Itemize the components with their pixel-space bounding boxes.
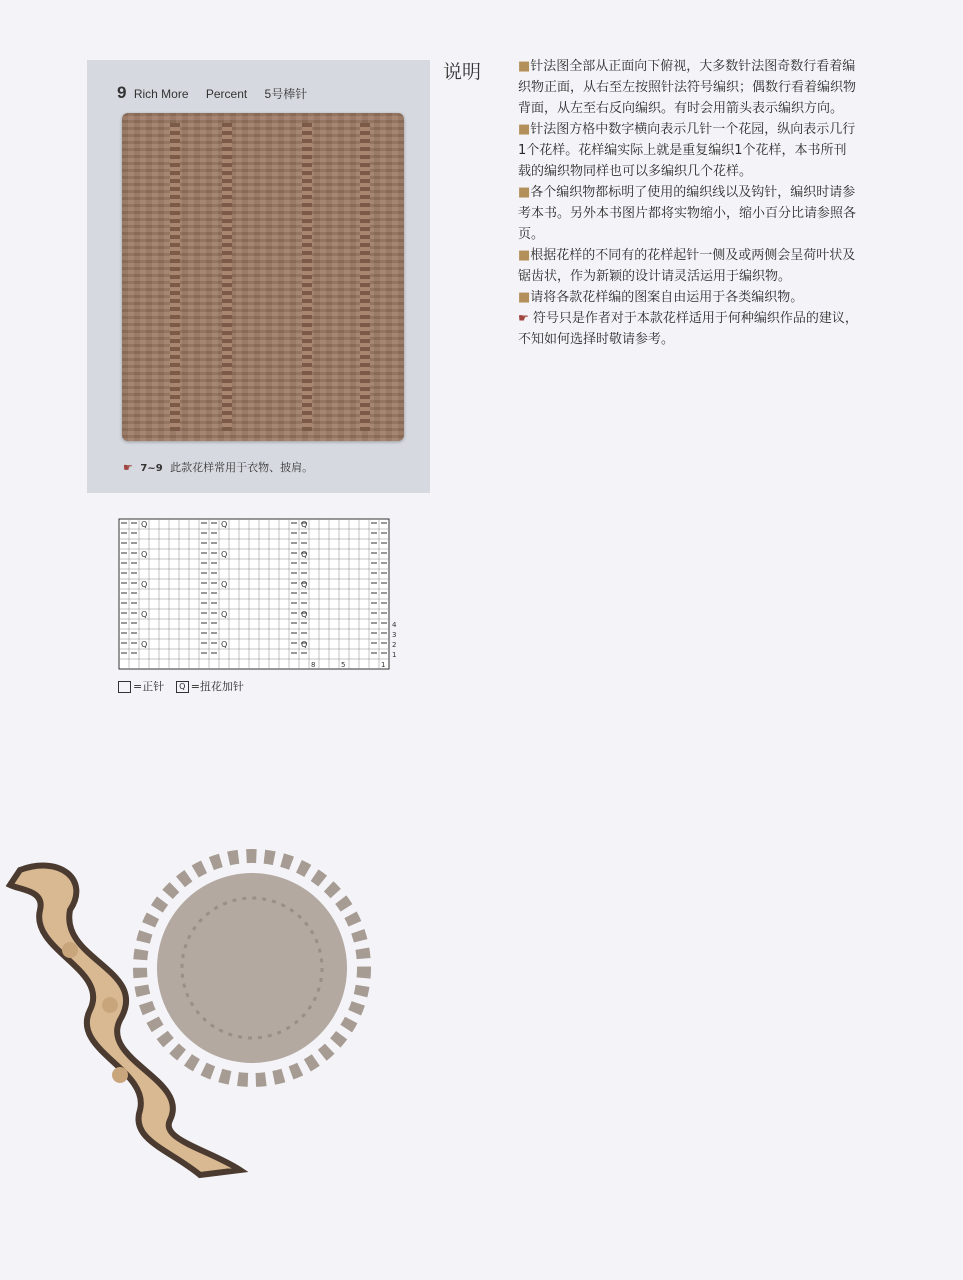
twist-symbol: Q [141,610,148,619]
knitted-swatch-image [122,113,404,441]
row-number: 1 [392,651,397,659]
twist-symbol: Q [141,550,148,559]
bobble-shape [62,942,78,958]
row-number: 3 [392,631,397,639]
note-paragraph: ■请将各款花样编的图案自由运用于各类编织物。 [518,290,804,305]
usage-note [123,459,313,475]
twist-symbol: Q [221,550,228,559]
knit-label: =正针 [133,680,165,693]
swatch-photo-card [87,60,430,493]
twist-symbol: Q [221,580,228,589]
column-number: 5 [341,661,346,669]
swatch-caption [117,83,307,103]
twist-symbol: Q [221,520,228,529]
twist-increase-symbol-icon: Q [176,681,189,693]
twist-label: =扭花加针 [190,680,244,693]
explanation-heading: 说明 [443,61,482,83]
note-paragraph: ■针法图全部从正面向下俯视，大多数针法图奇数行看着编织物正面，从右至左按照针法符号编织；偶数行看着编织物背面，从左至右反向编织。有时会用箭头表示编织方向。 [518,59,857,116]
bobble-shape [102,997,118,1013]
bobble-shape [112,1067,128,1083]
chart-frame [119,519,389,669]
note-paragraph: ■各个编织物都标明了使用的编织线以及钩针，编织时请参考本书。另外本书图片都将实物缩小，缩小百分比请参照各页。 [518,185,857,242]
pointing-hand-icon: ☛ [518,311,529,325]
twist-symbol: Q [141,520,148,529]
hand-symbol-note: ☛ 符号只是作者对于本款花样适用于何种编织作品的建议，不知如何选择时敬请参考。 [518,311,858,347]
twist-symbol: Q [141,640,148,649]
column-number: 8 [311,661,316,669]
knit-symbol-icon [118,681,131,693]
chart-legend [118,678,244,694]
pattern-number: 9 [117,83,127,102]
twist-symbol: Q [301,550,308,559]
row-number: 4 [392,621,397,629]
usage-text: 此款花样常用于衣物、披肩。 [170,461,314,474]
twist-symbol: Q [301,640,308,649]
twist-symbol: Q [221,610,228,619]
usage-range: 7~9 [140,463,163,474]
twist-symbol: Q [301,520,308,529]
yarn-brand: Rich More [133,87,189,101]
crochet-doily-photo [130,846,375,1091]
stitch-chart-grid [118,518,398,674]
rib-column [302,123,312,431]
twist-symbol: Q [141,580,148,589]
row-number: 2 [392,641,397,649]
pointing-hand-icon: ☛ [123,461,133,474]
doily-center-shape [157,873,347,1063]
stitch-chart [118,518,398,674]
twist-symbol: Q [301,610,308,619]
twist-symbol: Q [221,640,228,649]
rib-column [222,123,232,431]
yarn-name: Percent [205,87,248,101]
rib-column [170,123,180,431]
column-number: 1 [381,661,386,669]
twist-symbol: Q [301,580,308,589]
rib-column [360,123,370,431]
note-paragraph: ■根据花样的不同有的花样起针一侧及或两侧会呈荷叶状及锯齿状，作为新颖的设计请灵活运用于编织物。 [518,248,856,284]
note-paragraph: ■针法图方格中数字横向表示几针一个花园，纵向表示几行1个花样。花样编实际上就是重复编织1个花样，本书所刊载的编织物同样也可以多编织几个花样。 [518,122,856,179]
explanation-notes [518,56,858,350]
needle-size: 5号棒针 [264,87,308,101]
